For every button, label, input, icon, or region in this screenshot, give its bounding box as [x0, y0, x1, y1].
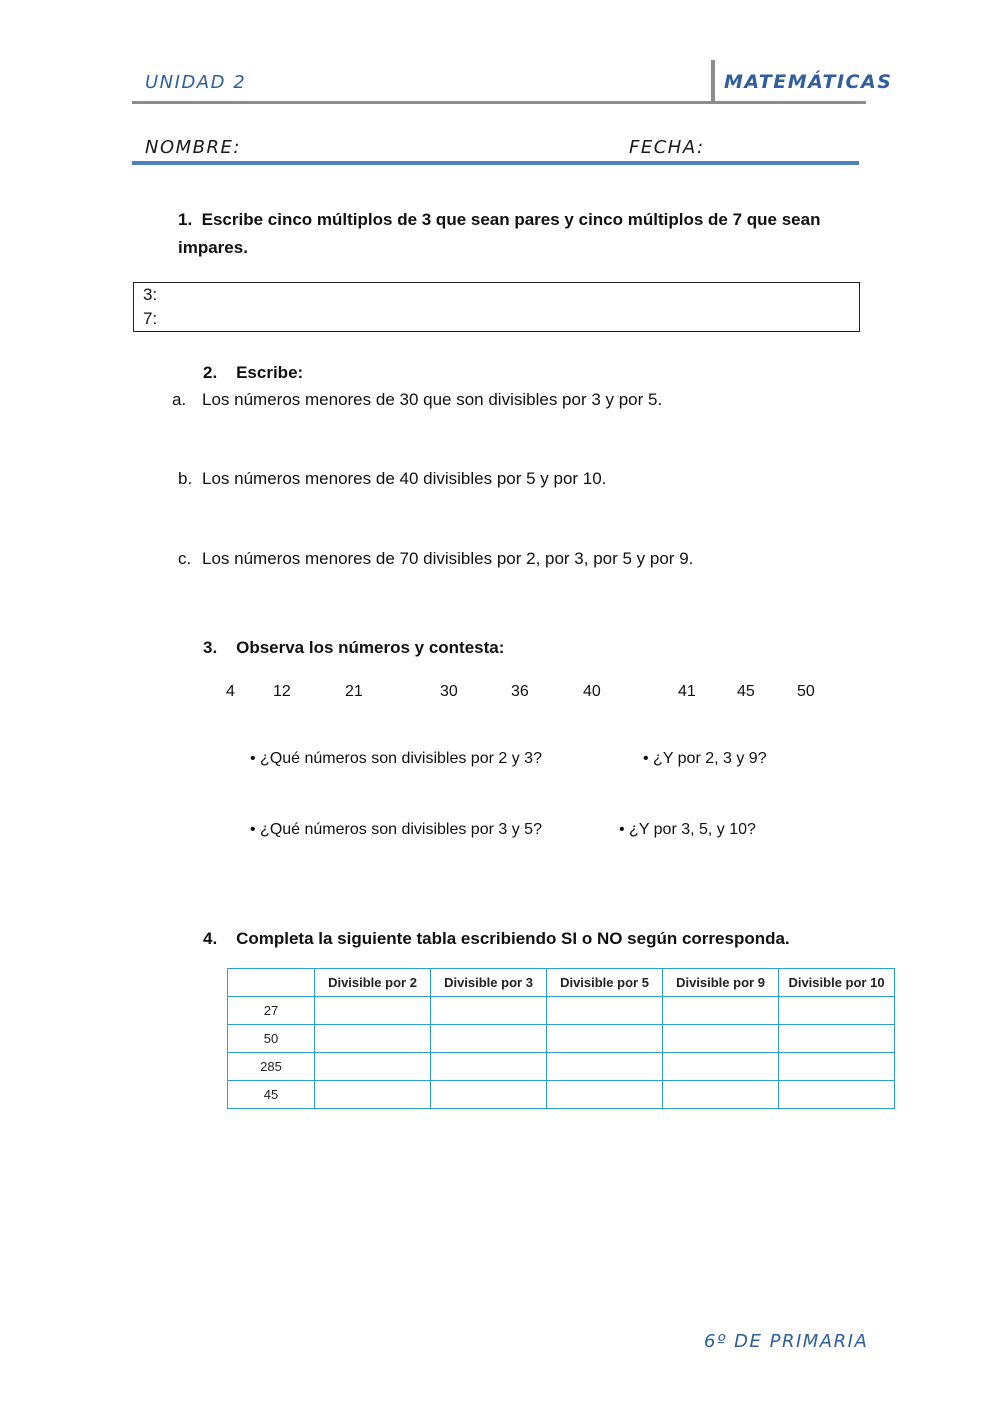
date-label: FECHA: [629, 137, 705, 158]
number-item: 12 [273, 683, 291, 700]
number-item: 36 [511, 683, 529, 700]
multiples-3-label: 3: [143, 285, 158, 304]
number-item: 50 [797, 683, 815, 700]
table-header-row [228, 969, 895, 997]
q3-question-1: • ¿Qué números son divisibles por 2 y 3? [250, 750, 542, 767]
q2-item-text: Los números menores de 40 divisibles por 5 y por 10. [202, 469, 607, 488]
row-number: 50 [228, 1025, 315, 1053]
answer-cell[interactable] [663, 1053, 779, 1081]
q2-item-text: Los números menores de 30 que son divisibles por 3 y por 5. [202, 390, 663, 409]
question-2-title: Escribe: [236, 363, 304, 382]
answer-cell[interactable] [547, 1025, 663, 1053]
answer-cell[interactable] [547, 1053, 663, 1081]
column-header: Divisible por 10 [779, 969, 895, 997]
question-4-number: 4. [203, 929, 218, 948]
multiples-7-label: 7: [143, 309, 158, 328]
number-item: 41 [678, 683, 696, 700]
answer-cell[interactable] [663, 1025, 779, 1053]
q3-question-3: • ¿Qué números son divisibles por 3 y 5? [250, 821, 542, 838]
answer-cell[interactable] [315, 1081, 431, 1109]
answer-cell[interactable] [547, 1081, 663, 1109]
column-header: Divisible por 5 [547, 969, 663, 997]
question-3 [203, 634, 504, 662]
header-divider [711, 60, 715, 103]
number-item: 45 [737, 683, 755, 700]
answer-cell[interactable] [431, 1053, 547, 1081]
question-1 [178, 206, 848, 262]
answer-cell[interactable] [779, 1081, 895, 1109]
table-row [228, 1053, 895, 1081]
answer-cell[interactable] [663, 997, 779, 1025]
q3-question-4: • ¿Y por 3, 5, y 10? [619, 821, 756, 838]
number-item: 21 [345, 683, 363, 700]
row-number: 45 [228, 1081, 315, 1109]
q3-question-2: • ¿Y por 2, 3 y 9? [643, 750, 767, 767]
q2-item-c [178, 549, 694, 569]
number-item: 4 [226, 683, 235, 700]
question-3-title: Observa los números y contesta: [236, 638, 505, 657]
row-number: 27 [228, 997, 315, 1025]
q2-item-text: Los números menores de 70 divisibles por 2, por 3, por 5 y por 9. [202, 549, 694, 568]
table-row [228, 1081, 895, 1109]
answer-cell[interactable] [779, 997, 895, 1025]
table-corner [228, 969, 315, 997]
answer-cell[interactable] [315, 1053, 431, 1081]
unit-title: UNIDAD 2 [145, 72, 247, 93]
question-3-number: 3. [203, 638, 218, 657]
number-item: 40 [583, 683, 601, 700]
answer-cell[interactable] [663, 1081, 779, 1109]
column-header: Divisible por 9 [663, 969, 779, 997]
answer-cell[interactable] [431, 997, 547, 1025]
answer-cell[interactable] [779, 1025, 895, 1053]
column-header: Divisible por 2 [315, 969, 431, 997]
answer-cell[interactable] [547, 997, 663, 1025]
column-header: Divisible por 3 [431, 969, 547, 997]
question-1-text: Escribe cinco múltiplos de 3 que sean pares y cinco múltiplos de 7 que sean impares. [178, 210, 821, 257]
table-row [228, 1025, 895, 1053]
header-rule [132, 101, 866, 104]
answer-cell[interactable] [431, 1081, 547, 1109]
row-number: 285 [228, 1053, 315, 1081]
question-2 [203, 359, 303, 387]
answer-cell[interactable] [315, 1025, 431, 1053]
answer-cell[interactable] [779, 1053, 895, 1081]
q2-item-a [172, 390, 663, 410]
divisibility-table [227, 968, 895, 1109]
name-date-rule [132, 161, 859, 165]
question-1-answer-box[interactable] [133, 282, 860, 332]
q2-item-b [178, 469, 607, 489]
grade-footer: 6º DE PRIMARIA [704, 1331, 869, 1352]
answer-cell[interactable] [315, 997, 431, 1025]
q2-item-marker: b. [178, 469, 193, 488]
question-2-number: 2. [203, 363, 218, 382]
question-1-number: 1. [178, 210, 193, 229]
subject-title: MATEMÁTICAS [724, 71, 893, 93]
number-row [0, 683, 1000, 705]
question-4-title: Completa la siguiente tabla escribiendo SI o NO según corresponda. [236, 929, 790, 948]
table-row [228, 997, 895, 1025]
q2-item-marker: c. [178, 549, 192, 568]
name-label: NOMBRE: [145, 137, 241, 158]
question-4 [203, 925, 790, 953]
q2-item-marker: a. [172, 390, 187, 409]
answer-cell[interactable] [431, 1025, 547, 1053]
number-item: 30 [440, 683, 458, 700]
